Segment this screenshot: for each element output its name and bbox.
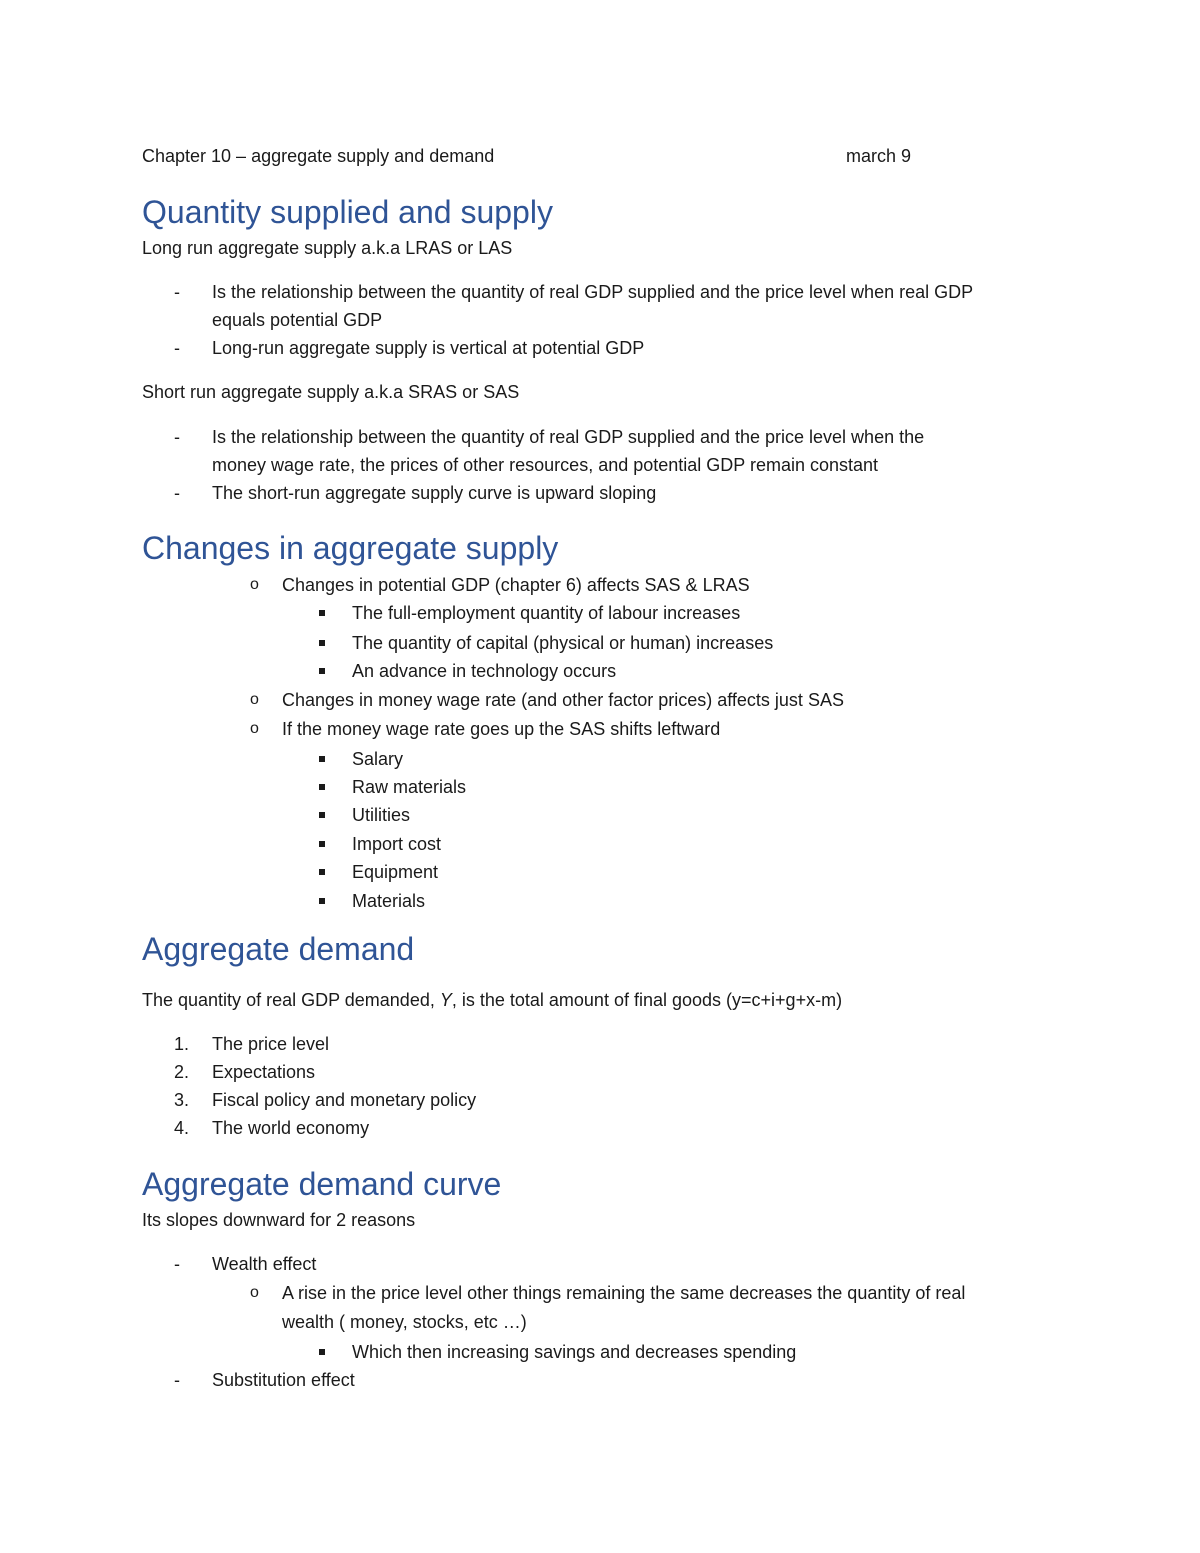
demand-factor-item: Expectations [212,1062,316,1082]
lras-item-1-line2: equals potential GDP [212,310,383,330]
list-number: 1. [174,1034,190,1054]
square-bullet [319,898,325,904]
cost-item: Salary [352,749,404,769]
change-sub-item: The quantity of capital (physical or human) increases [352,633,774,653]
list-number: 2. [174,1062,190,1082]
change-sub-item: An advance in technology occurs [352,661,617,681]
circle-bullet: o [250,1284,259,1301]
dash-bullet: - [174,483,180,503]
demand-factor-item: The world economy [212,1118,370,1138]
list-number: 3. [174,1090,190,1110]
cost-item: Raw materials [352,777,467,797]
lras-item-1-line1: Is the relationship between the quantity of real GDP supplied and the price level when real GDP [212,282,974,302]
circle-bullet: o [250,720,259,737]
heading-aggregate-demand: Aggregate demand [142,931,415,967]
heading-quantity-supplied: Quantity supplied and supply [142,194,553,230]
chapter-title: Chapter 10 – aggregate supply and demand [142,146,495,166]
sras-item-1-line2: money wage rate, the prices of other resources, and potential GDP remain constant [212,455,879,475]
sras-item-2: The short-run aggregate supply curve is upward sloping [212,483,657,503]
wealth-sub-line1: A rise in the price level other things remaining the same decreases the quantity of real [282,1283,966,1303]
wealth-sub-line2: wealth ( money, stocks, etc …) [282,1312,527,1332]
date-label: march 9 [846,146,912,166]
wealth-effect: Wealth effect [212,1254,317,1274]
cost-item: Equipment [352,862,439,882]
sras-item-1-line1: Is the relationship between the quantity of real GDP supplied and the price level when the [212,427,925,447]
cost-item: Utilities [352,805,411,825]
square-bullet [319,784,325,790]
cost-item: Import cost [352,834,442,854]
cost-item: Materials [352,891,426,911]
dash-bullet: - [174,338,180,358]
substitution-effect: Substitution effect [212,1370,355,1390]
sras-label: Short run aggregate supply a.k.a SRAS or SAS [142,382,520,402]
square-bullet [319,812,325,818]
square-bullet [319,869,325,875]
dash-bullet: - [174,1370,180,1390]
lras-item-2: Long-run aggregate supply is vertical at potential GDP [212,338,645,358]
square-bullet [319,756,325,762]
square-bullet [319,841,325,847]
square-bullet [319,610,325,616]
list-number: 4. [174,1118,190,1138]
heading-changes-in-supply: Changes in aggregate supply [142,530,559,566]
demand-factor-item: The price level [212,1034,330,1054]
circle-bullet: o [250,691,259,708]
dash-bullet: - [174,1254,180,1274]
wealth-sub-sub: Which then increasing savings and decreases spending [352,1342,797,1362]
change-item-1: Changes in potential GDP (chapter 6) affects SAS & LRAS [282,575,750,595]
square-bullet [319,1349,325,1355]
aggregate-demand-intro: The quantity of real GDP demanded, Y, is the total amount of final goods (y=c+i+g+x-m) [142,990,843,1010]
change-sub-item: The full-employment quantity of labour increases [352,603,741,623]
demand-factor-item: Fiscal policy and monetary policy [212,1090,477,1110]
square-bullet [319,668,325,674]
curve-intro: Its slopes downward for 2 reasons [142,1210,416,1230]
change-item-2: Changes in money wage rate (and other factor prices) affects just SAS [282,690,844,710]
dash-bullet: - [174,282,180,302]
circle-bullet: o [250,576,259,593]
square-bullet [319,640,325,646]
dash-bullet: - [174,427,180,447]
change-item-3: If the money wage rate goes up the SAS shifts leftward [282,719,721,739]
lras-label: Long run aggregate supply a.k.a LRAS or LAS [142,238,513,258]
heading-aggregate-demand-curve: Aggregate demand curve [142,1166,502,1202]
